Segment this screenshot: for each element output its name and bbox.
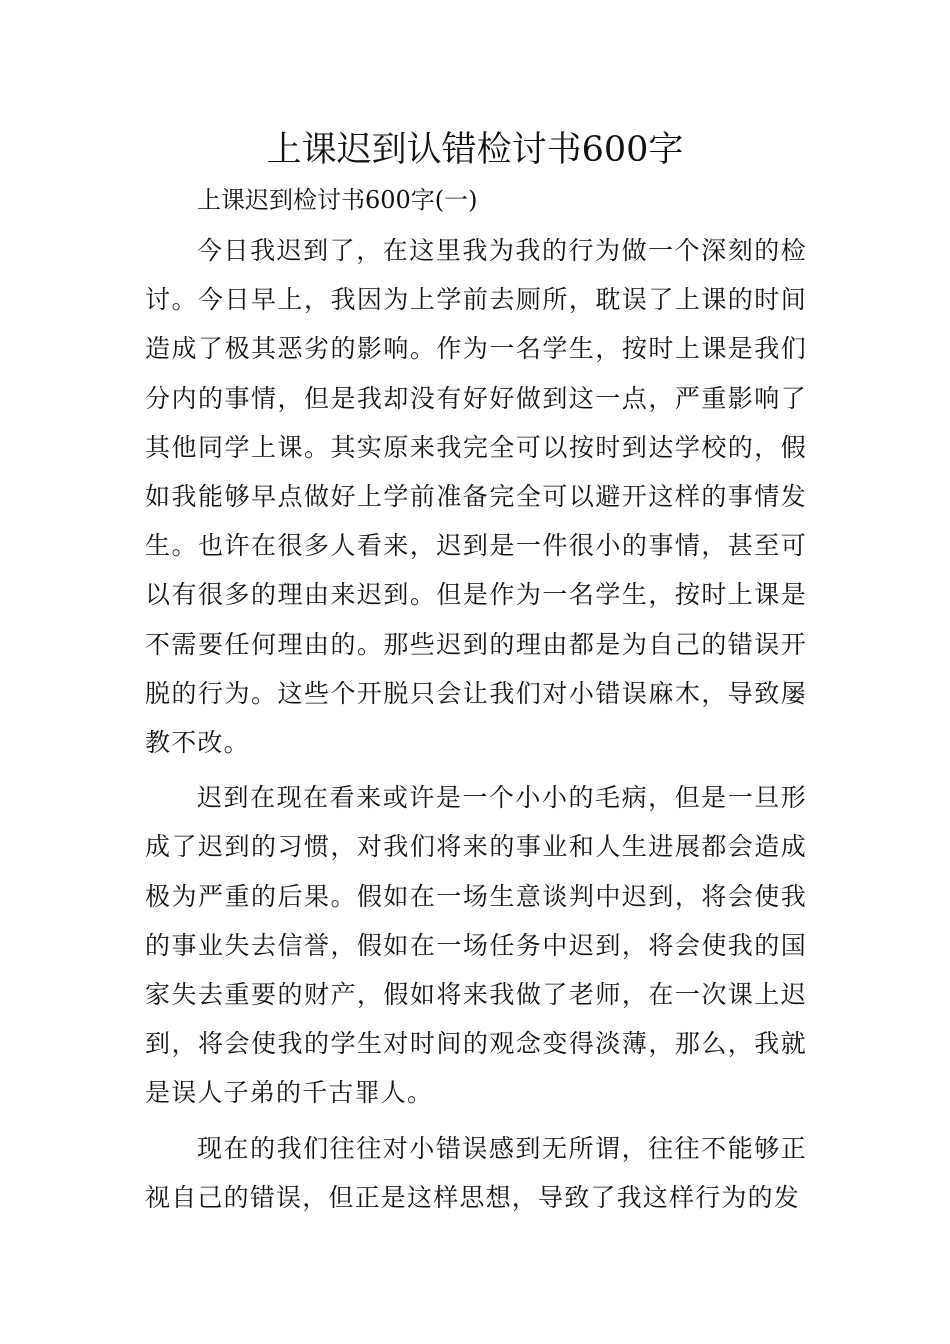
document-title: 上课迟到认错检讨书600字: [266, 130, 684, 170]
body-paragraph: 迟到在现在看来或许是一个小小的毛病，但是一旦形成了迟到的习惯，对我们将来的事业和人生进展都会造成极为严重的后果。假如在一场生意谈判中迟到，将会使我的事业失去信誉，假如在一场任务中迟到，将会使我的国家失去重要的财产，假如将来我做了老师，在一次课上迟到，将会使我的学生对时间的观念变得淡薄，那么，我就是误人子弟的千古罪人。: [145, 783, 807, 1108]
body-paragraph: 今日我迟到了，在这里我为我的行为做一个深刻的检讨。今日早上，我因为上学前去厕所，耽误了上课的时间造成了极其恶劣的影响。作为一名学生，按时上课是我们分内的事情，但是我却没有好好做到这一点，严重影响了其他同学上课。其实原来我完全可以按时到达学校的，假如我能够早点做好上学前准备完全可以避开这样的事情发生。也许在很多人看来，迟到是一件很小的事情，甚至可以有很多的理由来迟到。但是作为一名学生，按时上课是不需要任何理由的。那些迟到的理由都是为自己的错误开脱的行为。这些个开脱只会让我们对小错误麻木，导致屡教不改。: [145, 236, 807, 758]
body-paragraph: 现在的我们往往对小错误感到无所谓，往往不能够正视自己的错误，但正是这样思想，导致了我这样行为的发: [145, 1133, 807, 1212]
document-subtitle: 上课迟到检讨书600字(一): [197, 186, 478, 214]
document-body: [145, 226, 807, 1228]
